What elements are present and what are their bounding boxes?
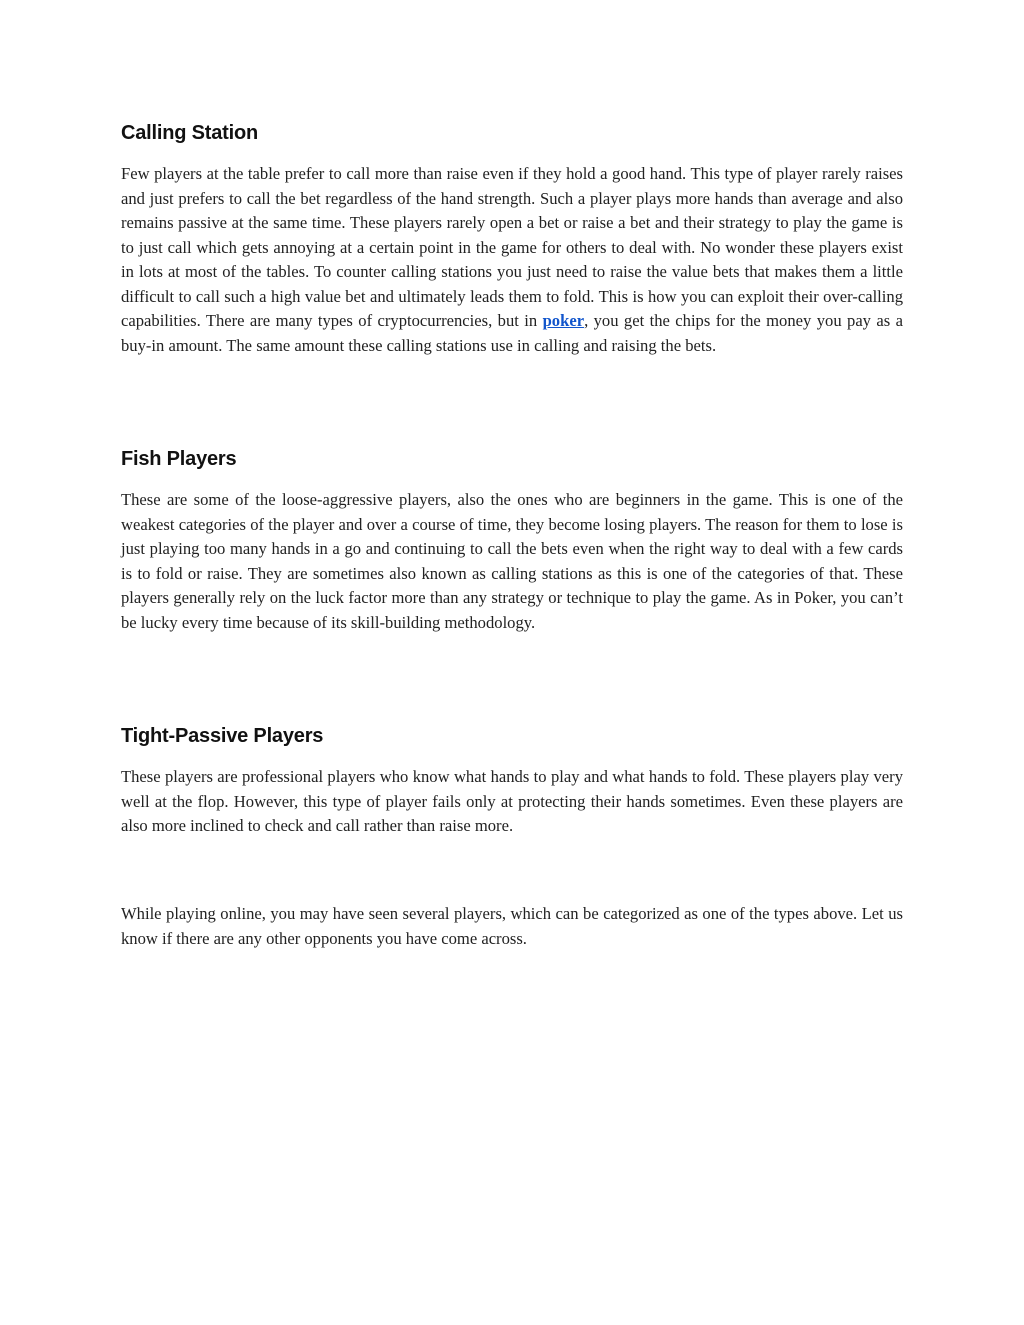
calling-station-text-before-link: Few players at the table prefer to call more than raise even if they hold a good hand. This type of player rarely raises and just prefers to call the bet regardless of the hand strength. Such a player plays more hands than average and also remains passive at the same time. These players rarely open a bet or raise a bet and their strategy to play the game is to just call which gets annoying at a certain point in the game for others to deal with. No wonder these players exist in lots at most of the tables. To counter calling stations you just need to raise the value bets that makes them a little difficult to call such a high value bet and ultimately leads them to fold. This is how you can exploit their over-calling capabilities. There are many types of cryptocurrencies, but in xyxy=(121,164,903,330)
calling-station-paragraph xyxy=(121,162,903,358)
calling-station-text-after-link: , you get the chips for the money you pay as a buy-in amount. The same amount these calling stations use in calling and raising the bets. xyxy=(121,311,903,355)
poker-link[interactable]: poker xyxy=(542,311,585,330)
fish-players-heading: Fish Players xyxy=(121,448,237,470)
tight-passive-heading: Tight-Passive Players xyxy=(121,725,324,747)
closing-paragraph: While playing online, you may have seen several players, which can be categorized as one of the types above. Let us know if there are any other opponents you have come across. xyxy=(121,904,903,948)
tight-passive-paragraph: These players are professional players who know what hands to play and what hands to fold. These players play very well at the flop. However, this type of player fails only at protecting their hands sometimes. Even these players are also more inclined to check and call rather than raise more. xyxy=(121,767,903,835)
fish-players-paragraph: These are some of the loose-aggressive players, also the ones who are beginners in the game. This is one of the weakest categories of the player and over a course of time, they become losing players. The reason for them to lose is just playing too many hands in a go and continuing to call the bets even when the right way to deal with a few cards is to fold or raise. They are sometimes also known as calling stations as this is one of the categories of that. These players generally rely on the luck factor more than any strategy or technique to play the game. As in Poker, you can’t be lucky every time because of its skill-building methodology. xyxy=(121,490,903,632)
calling-station-heading: Calling Station xyxy=(121,122,259,144)
